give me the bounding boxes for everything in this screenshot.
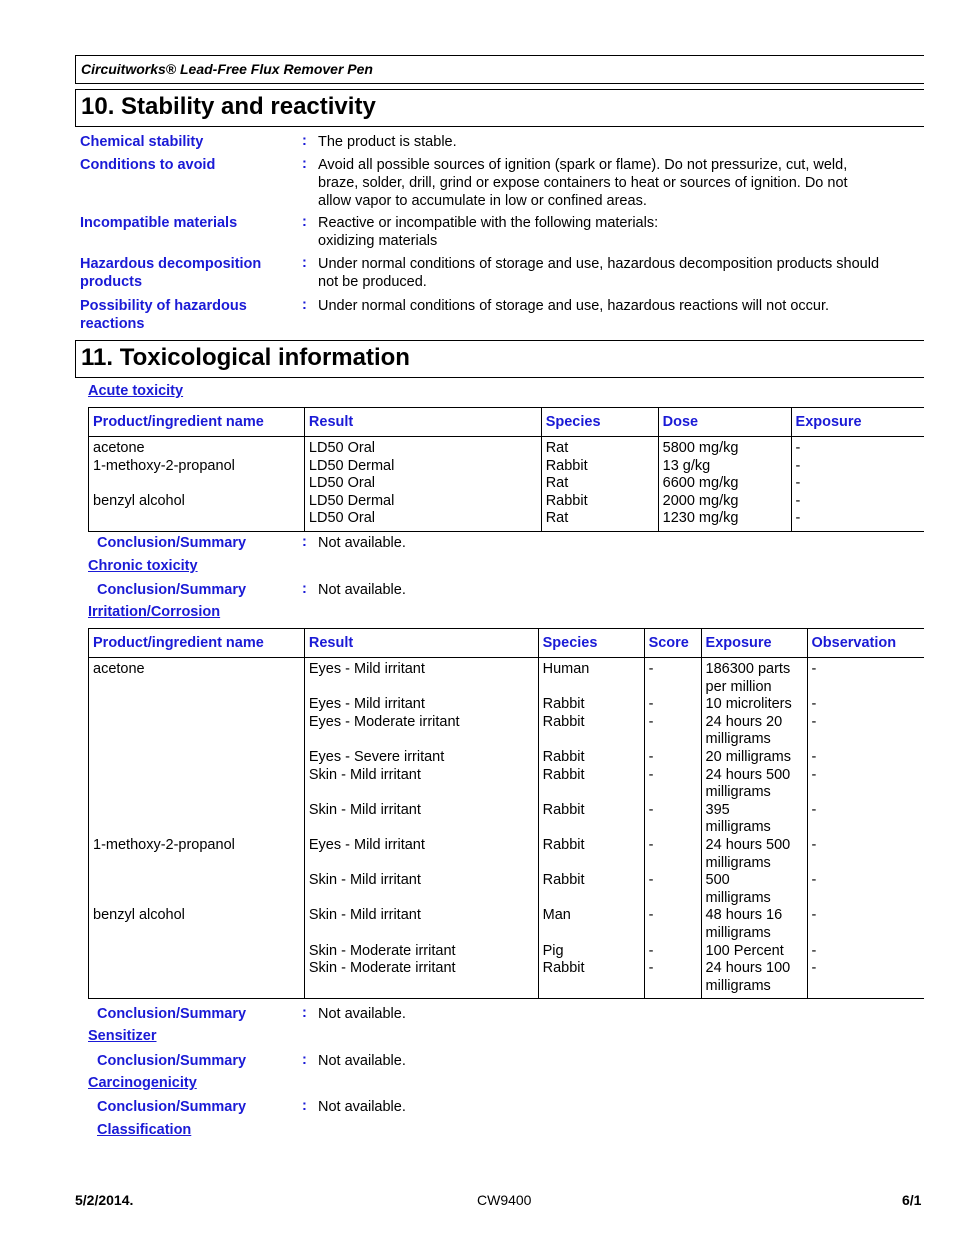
- table-cell: [791, 437, 924, 532]
- cell-line: -: [648, 748, 654, 765]
- cell-line: -: [811, 960, 817, 977]
- colon: :: [302, 1052, 307, 1068]
- field-label: [80, 156, 295, 174]
- cell-line: Eyes - Severe irritant: [308, 748, 445, 765]
- cell-line: Rabbit: [545, 492, 588, 509]
- cell-line: -: [811, 748, 817, 765]
- conclusion-value: Not available.: [318, 1099, 406, 1115]
- section-11-title: 11. Toxicological information: [81, 344, 410, 371]
- column-header: Exposure: [791, 408, 924, 437]
- cell-line: Eyes - Mild irritant: [308, 661, 425, 677]
- cell-line: [93, 872, 300, 890]
- cell-line: Skin - Mild irritant: [308, 872, 421, 889]
- value-line: braze, solder, drill, grind or expose containers to heat or sources of ignition. Do not: [318, 175, 848, 191]
- cell-line: Rabbit: [542, 801, 585, 818]
- cell-line: per million: [705, 678, 772, 695]
- cell-line: [93, 855, 300, 873]
- cell-line: 24 hours 500: [705, 766, 791, 783]
- conclusion-label: Conclusion/Summary: [97, 582, 247, 598]
- cell-line: 24 hours 500: [705, 836, 791, 853]
- cell-line: [93, 696, 300, 714]
- colon: :: [302, 581, 307, 597]
- chronic-toxicity-link[interactable]: Chronic toxicity: [88, 558, 198, 574]
- cell-line: 48 hours 16: [705, 907, 783, 924]
- cell-line: -: [648, 713, 654, 730]
- value-line: Under normal conditions of storage and use, hazardous decomposition products should: [318, 256, 880, 272]
- cell-line: acetone: [93, 440, 145, 456]
- cell-line: LD50 Dermal: [308, 457, 395, 474]
- cell-line: 500: [705, 872, 730, 889]
- irritation-table: [88, 628, 924, 999]
- cell-line: milligrams: [705, 977, 771, 994]
- section-11-header: [75, 340, 924, 378]
- cell-line: [309, 819, 534, 837]
- cell-line: -: [648, 942, 654, 959]
- cell-line: [93, 960, 300, 978]
- cell-line: Eyes - Moderate irritant: [308, 713, 460, 730]
- cell-line: [649, 925, 697, 943]
- cell-line: [812, 784, 921, 802]
- conclusion-value: Not available.: [318, 535, 406, 551]
- column-header: Species: [538, 629, 644, 658]
- cell-line: -: [795, 510, 801, 527]
- cell-line: Rat: [545, 475, 569, 492]
- cell-line: 6600 mg/kg: [662, 475, 739, 492]
- cell-line: [543, 890, 640, 908]
- label-line: Hazardous decomposition: [80, 256, 262, 272]
- cell-line: Man: [542, 907, 571, 924]
- cell-line: [309, 925, 534, 943]
- label-line: reactions: [80, 316, 145, 332]
- cell-line: [309, 784, 534, 802]
- cell-line: [309, 978, 534, 996]
- cell-line: Skin - Mild irritant: [308, 766, 421, 783]
- column-header: Result: [304, 629, 538, 658]
- colon: :: [302, 133, 307, 149]
- cell-line: 24 hours 100: [705, 960, 791, 977]
- cell-line: [93, 749, 300, 767]
- cell-line: 10 microliters: [705, 696, 792, 713]
- cell-line: -: [811, 942, 817, 959]
- cell-line: milligrams: [705, 889, 771, 906]
- cell-line: milligrams: [705, 731, 771, 748]
- cell-line: -: [811, 713, 817, 730]
- cell-line: [93, 767, 300, 785]
- cell-line: [543, 784, 640, 802]
- cell-line: 24 hours 20: [705, 713, 783, 730]
- cell-line: Skin - Mild irritant: [308, 801, 421, 818]
- cell-line: [93, 714, 300, 732]
- conclusion-label: Conclusion/Summary: [97, 535, 247, 551]
- table-cell: [538, 658, 644, 999]
- cell-line: LD50 Oral: [308, 475, 375, 492]
- cell-line: [649, 731, 697, 749]
- cell-line: Rabbit: [542, 960, 585, 977]
- acute-toxicity-table: [88, 407, 924, 532]
- column-header: Product/ingredient name: [89, 629, 305, 658]
- cell-line: Rabbit: [545, 457, 588, 474]
- label-line: Incompatible materials: [80, 215, 238, 231]
- cell-line: -: [648, 960, 654, 977]
- field-value: [318, 133, 923, 151]
- cell-line: [649, 978, 697, 996]
- cell-line: [93, 925, 300, 943]
- cell-line: [812, 819, 921, 837]
- cell-line: -: [811, 872, 817, 889]
- column-header: Exposure: [701, 629, 807, 658]
- field-label: [80, 133, 295, 151]
- column-header: Observation: [807, 629, 924, 658]
- cell-line: milligrams: [705, 854, 771, 871]
- cell-line: milligrams: [705, 784, 771, 801]
- irritation-corrosion-link[interactable]: Irritation/Corrosion: [88, 604, 221, 620]
- cell-line: 395: [705, 801, 730, 818]
- cell-line: [812, 925, 921, 943]
- label-line: Possibility of hazardous: [80, 298, 247, 314]
- cell-line: Rabbit: [542, 872, 585, 889]
- table-cell: [304, 658, 538, 999]
- footer-page: 6/1: [902, 1192, 922, 1208]
- field-label: [80, 297, 295, 333]
- cell-line: Skin - Mild irritant: [308, 907, 421, 924]
- conclusion-value: Not available.: [318, 582, 406, 598]
- cell-line: 20 milligrams: [705, 748, 791, 765]
- conclusion-value: Not available.: [318, 1006, 406, 1022]
- table-cell: [644, 658, 701, 999]
- cell-line: [93, 510, 300, 528]
- cell-line: [649, 819, 697, 837]
- table-cell: [89, 658, 305, 999]
- table-cell: [304, 437, 541, 532]
- cell-line: [93, 784, 300, 802]
- cell-line: [812, 978, 921, 996]
- cell-line: [543, 731, 640, 749]
- cell-line: Rat: [545, 440, 569, 456]
- cell-line: Eyes - Mild irritant: [308, 836, 425, 853]
- cell-line: [93, 943, 300, 961]
- cell-line: -: [795, 475, 801, 492]
- column-header: Product/ingredient name: [89, 408, 305, 437]
- cell-line: 2000 mg/kg: [662, 492, 739, 509]
- cell-line: -: [795, 492, 801, 509]
- product-name: Circuitworks® Lead-Free Flux Remover Pen: [81, 61, 373, 77]
- cell-line: Human: [542, 661, 590, 677]
- column-header: Result: [304, 408, 541, 437]
- field-value: [318, 214, 923, 250]
- cell-line: [93, 978, 300, 996]
- value-line: Reactive or incompatible with the following materials:: [318, 215, 659, 231]
- table-cell: [658, 437, 791, 532]
- cell-line: 186300 parts: [705, 661, 791, 677]
- colon: :: [302, 534, 307, 550]
- footer-date: 5/2/2014.: [75, 1192, 134, 1208]
- column-header: Dose: [658, 408, 791, 437]
- cell-line: LD50 Oral: [308, 510, 375, 527]
- table-row: [89, 437, 925, 532]
- section-10-header: [75, 89, 924, 127]
- conclusion-label: Conclusion/Summary: [97, 1099, 247, 1115]
- colon: :: [302, 214, 307, 230]
- cell-line: [649, 679, 697, 697]
- cell-line: -: [795, 457, 801, 474]
- cell-line: 1-methoxy-2-propanol: [93, 836, 235, 853]
- cell-line: [812, 890, 921, 908]
- cell-line: [543, 819, 640, 837]
- cell-line: [649, 890, 697, 908]
- cell-line: -: [648, 766, 654, 783]
- cell-line: [93, 679, 300, 697]
- carcinogenicity-link[interactable]: Carcinogenicity: [88, 1075, 197, 1091]
- colon: :: [302, 156, 307, 172]
- conclusion-label: Conclusion/Summary: [97, 1006, 247, 1022]
- acute-toxicity-link[interactable]: Acute toxicity: [88, 383, 184, 399]
- cell-line: [93, 475, 300, 493]
- value-line: oxidizing materials: [318, 233, 438, 249]
- cell-line: [309, 890, 534, 908]
- cell-line: -: [648, 661, 654, 677]
- cell-line: -: [648, 907, 654, 924]
- cell-line: 100 Percent: [705, 942, 784, 959]
- field-value: [318, 297, 923, 315]
- cell-line: -: [648, 696, 654, 713]
- cell-line: milligrams: [705, 819, 771, 836]
- cell-line: 13 g/kg: [662, 457, 711, 474]
- cell-line: 1-methoxy-2-propanol: [93, 457, 235, 474]
- label-line: Chemical stability: [80, 134, 204, 150]
- table-cell: [89, 437, 305, 532]
- cell-line: LD50 Oral: [308, 440, 375, 456]
- colon: :: [302, 255, 307, 271]
- cell-line: -: [811, 766, 817, 783]
- cell-line: -: [811, 907, 817, 924]
- table-cell: [807, 658, 924, 999]
- cell-line: [309, 731, 534, 749]
- value-line: allow vapor to accumulate in low or confined areas.: [318, 193, 647, 209]
- cell-line: acetone: [93, 661, 145, 677]
- field-value: [318, 156, 923, 210]
- cell-line: [649, 784, 697, 802]
- label-line: products: [80, 274, 143, 290]
- field-label: [80, 255, 295, 291]
- value-line: Avoid all possible sources of ignition (spark or flame). Do not pressurize, cut, weld,: [318, 157, 848, 173]
- cell-line: 1230 mg/kg: [662, 510, 739, 527]
- cell-line: [93, 731, 300, 749]
- classification-link[interactable]: Classification: [97, 1122, 192, 1138]
- cell-line: [309, 679, 534, 697]
- footer-code: CW9400: [477, 1192, 532, 1208]
- sensitizer-link[interactable]: Sensitizer: [88, 1028, 157, 1044]
- cell-line: Skin - Moderate irritant: [308, 942, 456, 959]
- cell-line: [543, 679, 640, 697]
- table-cell: [541, 437, 658, 532]
- column-header: Species: [541, 408, 658, 437]
- cell-line: [309, 855, 534, 873]
- cell-line: -: [648, 836, 654, 853]
- cell-line: [543, 855, 640, 873]
- cell-line: [812, 731, 921, 749]
- field-label: [80, 214, 295, 232]
- conclusion-value: Not available.: [318, 1053, 406, 1069]
- colon: :: [302, 1098, 307, 1114]
- cell-line: milligrams: [705, 924, 771, 941]
- cell-line: [649, 855, 697, 873]
- section-10-title: 10. Stability and reactivity: [81, 93, 376, 120]
- colon: :: [302, 1005, 307, 1021]
- cell-line: -: [811, 801, 817, 818]
- conclusion-label: Conclusion/Summary: [97, 1053, 247, 1069]
- cell-line: Rat: [545, 510, 569, 527]
- cell-line: [543, 978, 640, 996]
- cell-line: Rabbit: [542, 836, 585, 853]
- cell-line: LD50 Dermal: [308, 492, 395, 509]
- cell-line: Skin - Moderate irritant: [308, 960, 456, 977]
- cell-line: Rabbit: [542, 696, 585, 713]
- cell-line: [812, 855, 921, 873]
- table-cell: [701, 658, 807, 999]
- field-value: [318, 255, 923, 291]
- cell-line: 5800 mg/kg: [662, 440, 739, 456]
- cell-line: Rabbit: [542, 713, 585, 730]
- cell-line: [543, 925, 640, 943]
- cell-line: -: [811, 836, 817, 853]
- cell-line: -: [811, 661, 817, 677]
- value-line: not be produced.: [318, 274, 427, 290]
- cell-line: Rabbit: [542, 748, 585, 765]
- table-row: [89, 658, 925, 999]
- cell-line: benzyl alcohol: [93, 907, 185, 924]
- value-line: Under normal conditions of storage and use, hazardous reactions will not occur.: [318, 298, 830, 314]
- colon: :: [302, 297, 307, 313]
- cell-line: Eyes - Mild irritant: [308, 696, 425, 713]
- cell-line: benzyl alcohol: [93, 492, 185, 509]
- cell-line: [93, 819, 300, 837]
- cell-line: Pig: [542, 942, 564, 959]
- cell-line: -: [795, 440, 801, 456]
- cell-line: [93, 890, 300, 908]
- cell-line: -: [648, 872, 654, 889]
- cell-line: Rabbit: [542, 766, 585, 783]
- cell-line: [93, 802, 300, 820]
- cell-line: [812, 679, 921, 697]
- cell-line: -: [648, 801, 654, 818]
- label-line: Conditions to avoid: [80, 157, 216, 173]
- value-line: The product is stable.: [318, 134, 457, 150]
- cell-line: -: [811, 696, 817, 713]
- product-header: [75, 55, 924, 84]
- column-header: Score: [644, 629, 701, 658]
